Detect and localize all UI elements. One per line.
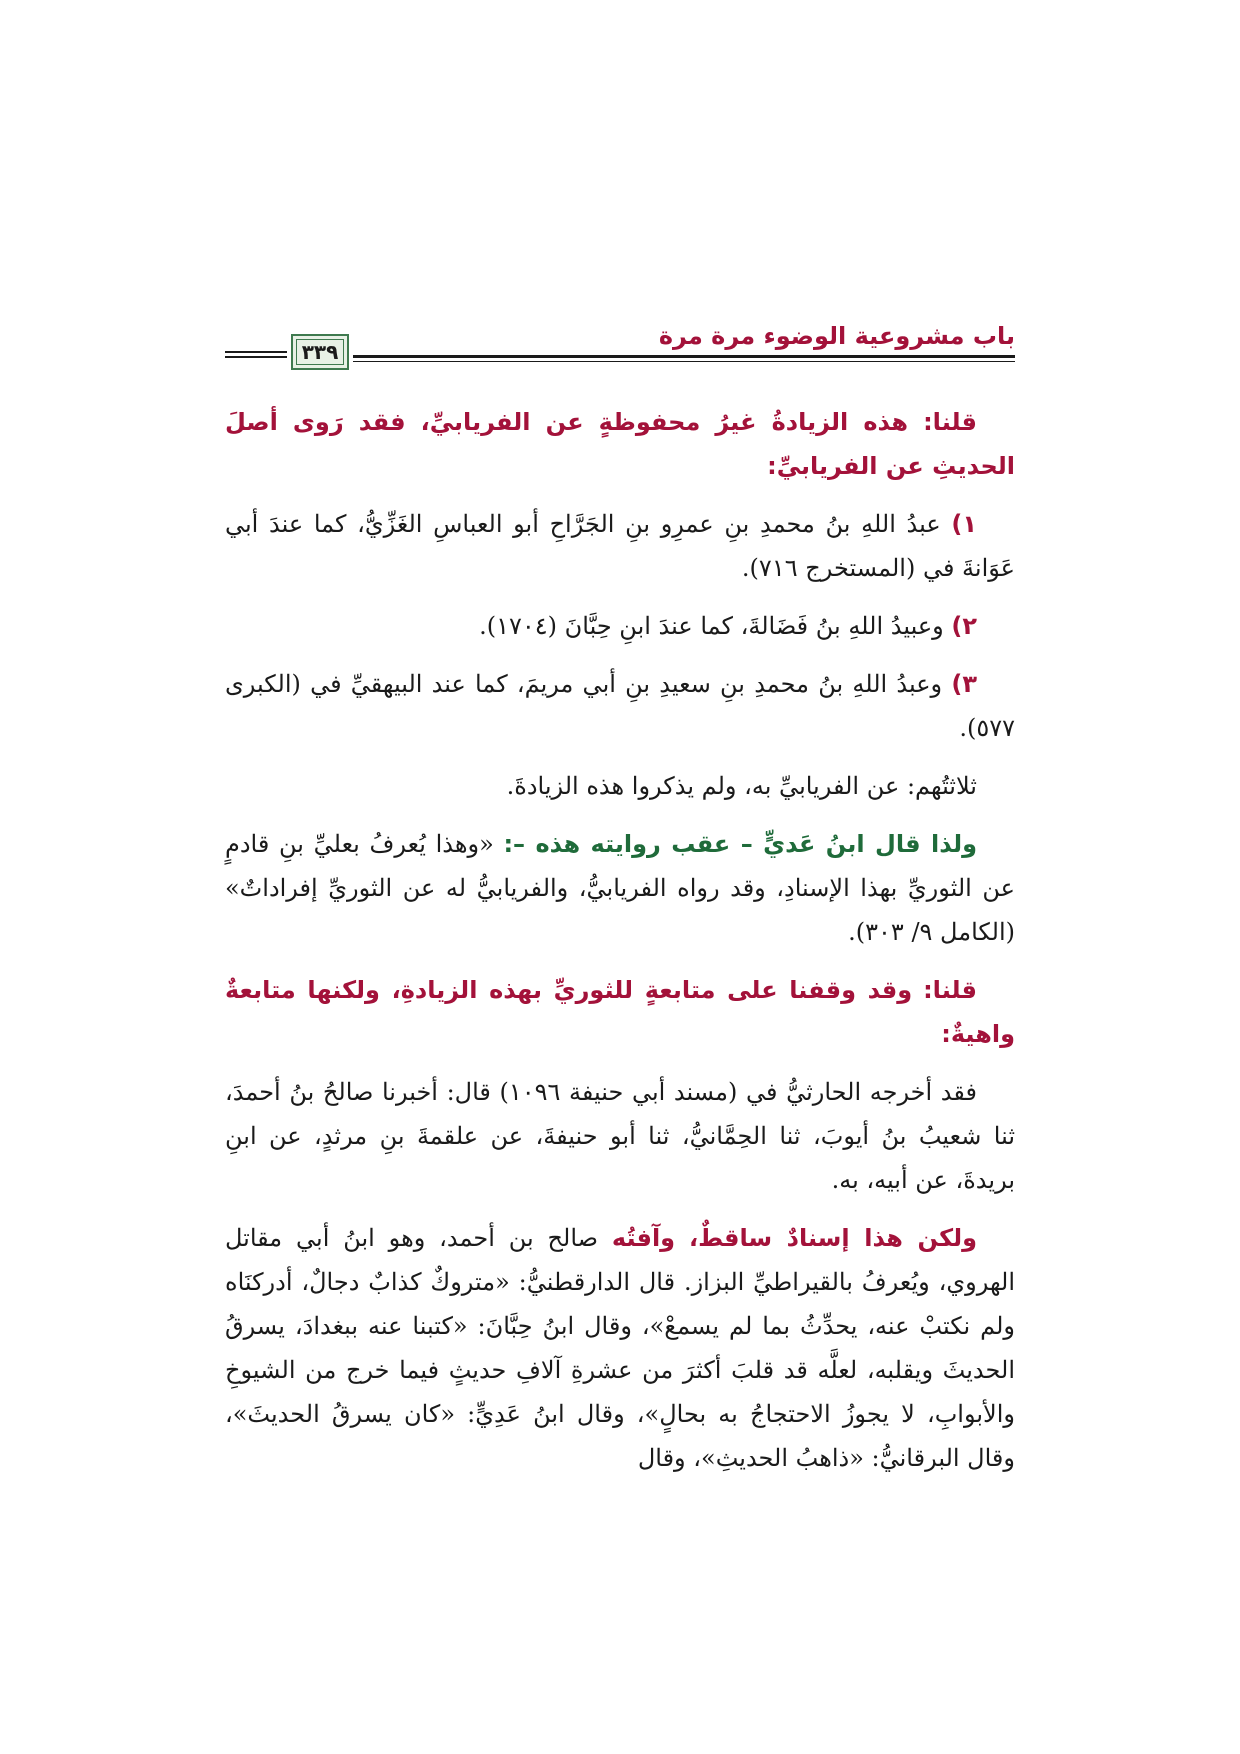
- list-number-1: ١): [951, 510, 978, 538]
- paragraph-1-emphasis: قلنا: هذه الزيادةُ غيرُ محفوظةٍ عن الفريابيِّ، فقد رَوى أصلَ الحديثِ عن الفريابيِّ:: [225, 408, 1015, 480]
- paragraph-5-text: ثلاثتُهم: عن الفريابيِّ به، ولم يذكروا هذه الزيادةَ.: [506, 772, 977, 800]
- paragraph-9: [225, 1216, 1015, 1480]
- paragraph-8: [225, 1070, 1015, 1202]
- list-number-3: ٣): [951, 670, 977, 698]
- header-rule-right-thin: [353, 361, 1015, 362]
- paragraph-9-emphasis-2: وآفتُه: [611, 1224, 676, 1252]
- paragraph-7-label: قلنا:: [923, 976, 977, 1004]
- paragraph-5: [225, 764, 1015, 808]
- header-rule-right-thick: [353, 355, 1015, 358]
- paragraph-4: [225, 662, 1015, 750]
- paragraph-7-emphasis: وقد وقفنا على متابعةٍ للثوريِّ بهذه الزيادةِ، ولكنها متابعةٌ واهيةٌ:: [225, 976, 1015, 1048]
- paragraph-3: [225, 604, 1015, 648]
- paragraph-6-text: «وهذا يُعرفُ بعليِّ بنِ قادمٍ عن الثوريِّ بهذا الإسنادِ، وقد رواه الفريابيُّ، والفريابيُّ له عن الثوريِّ إفراداتٌ» (الكامل ٩/ ٣٠٣).: [225, 830, 1015, 946]
- page-body: [225, 400, 1015, 1494]
- paragraph-4-text: وعبدُ اللهِ بنُ محمدِ بنِ سعيدِ بنِ أبي مريمَ، كما عند البيهقيِّ في (الكبرى ٥٧٧).: [225, 670, 1015, 742]
- chapter-title: باب مشروعية الوضوء مرة مرة: [658, 322, 1015, 350]
- paragraph-6-emphasis: ولذا قال ابنُ عَديٍّ – عقب روايته هذه –:: [503, 830, 977, 858]
- page-header: [225, 318, 1015, 374]
- paragraph-2-text: عبدُ اللهِ بنُ محمدِ بنِ عمرِو بنِ الجَرَّاحِ أبو العباسِ الغَزِّيُّ، كما عندَ أبي عَوَانةَ في (المستخرج ٧١٦).: [225, 510, 1015, 582]
- paragraph-9-emphasis-1: ولكن هذا إسنادٌ ساقطٌ،: [688, 1224, 977, 1252]
- header-rule-left-bottom: [225, 356, 287, 358]
- paragraph-3-text: وعبيدُ اللهِ بنُ فَضَالةَ، كما عندَ ابنِ حِبَّانَ (١٧٠٤).: [479, 612, 944, 640]
- list-number-2: ٢): [951, 612, 977, 640]
- paragraph-6: [225, 822, 1015, 954]
- header-rule-left-top: [225, 351, 287, 353]
- page-number: ٣٣٩: [301, 340, 339, 364]
- paragraph-9-text: صالح بن أحمد، وهو ابنُ أبي مقاتل الهروي، ويُعرفُ بالقيراطيِّ البزاز. قال الدارقطنيُّ: «متروكٌ كذابٌ دجالٌ، أدركنَاه ولم نكتبْ عنه، يحدِّثُ بما لم يسمعْ»، وقال ابنُ حِبَّانَ: «كتبنا عنه ببغدادَ، يسرقُ الحديثَ ويقلبه، لعلَّه قد قلبَ أكثرَ من عشرةِ آلافِ حديثٍ فيما خرج من الشيوخِ والأبوابِ، لا يجوزُ الاحتجاجُ به بحالٍ»، وقال ابنُ عَدِيٍّ: «كان يسرقُ الحديثَ»، وقال البرقانيُّ: «ذاهبُ الحديثِ»، وقال: [225, 1224, 1016, 1472]
- paragraph-8-text: فقد أخرجه الحارثيُّ في (مسند أبي حنيفة ١٠٩٦) قال: أخبرنا صالحُ بنُ أحمدَ، ثنا شعيبُ بنُ أيوبَ، ثنا الحِمَّانيُّ، ثنا أبو حنيفةَ، عن علقمةَ بنِ مرثدٍ، عن ابنِ بريدةَ، عن أبيه، به.: [225, 1078, 1015, 1194]
- paragraph-7: [225, 968, 1015, 1056]
- paragraph-1: [225, 400, 1015, 488]
- paragraph-2: [225, 502, 1015, 590]
- page-number-badge: [291, 334, 349, 370]
